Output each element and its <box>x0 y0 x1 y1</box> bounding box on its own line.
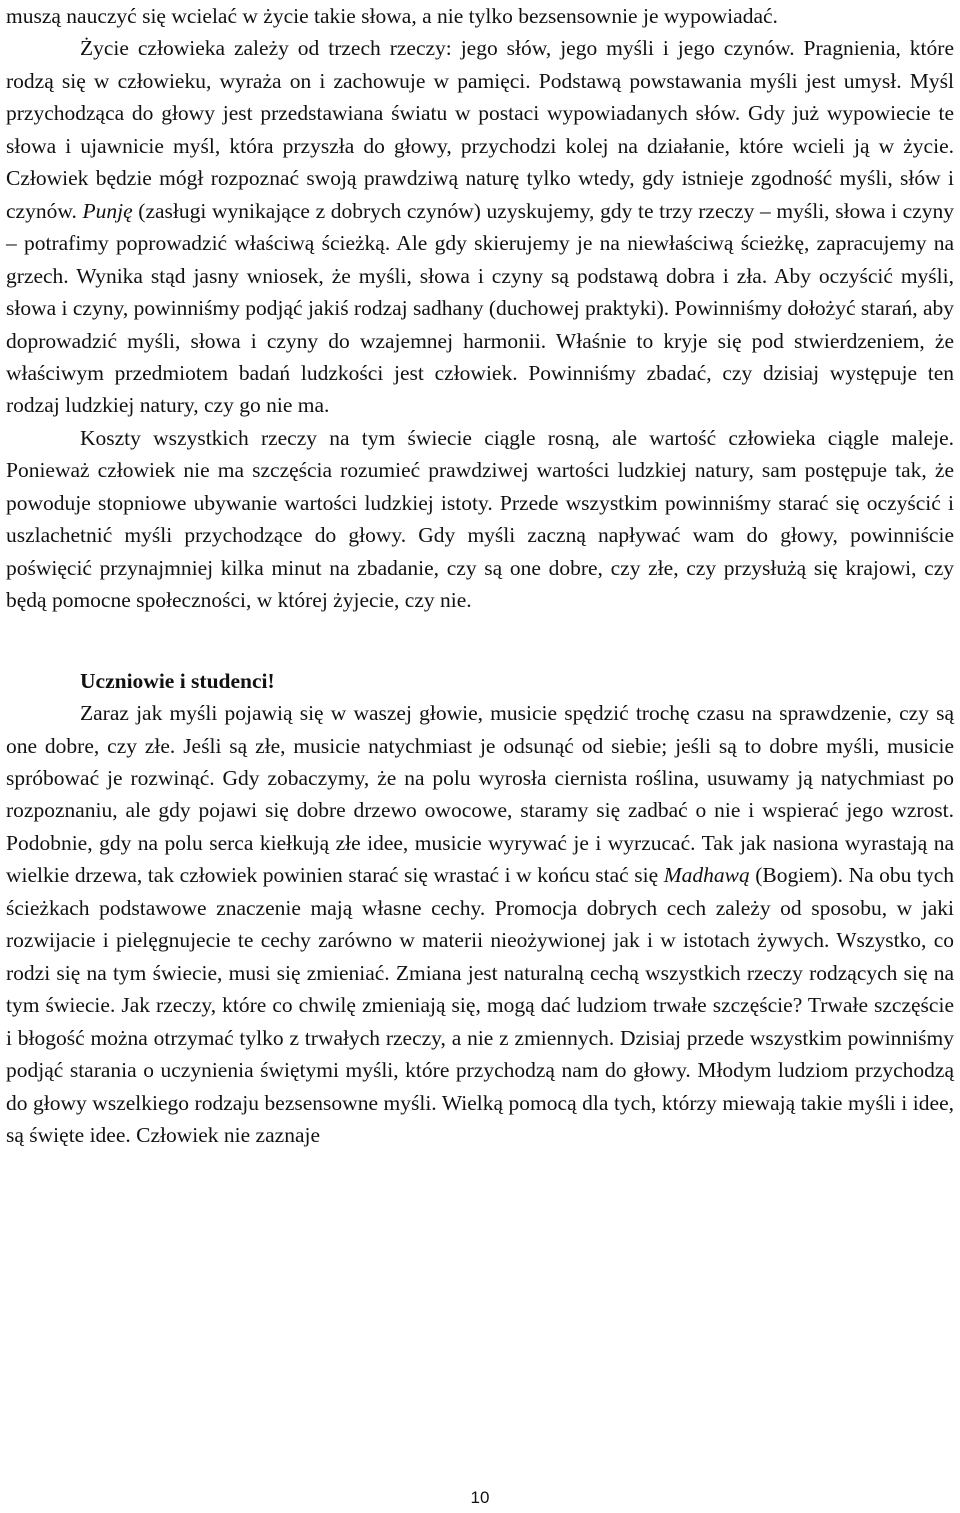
italic-term: Punję <box>82 198 133 223</box>
paragraph-students: Zaraz jak myśli pojawią się w waszej głowie, musicie spędzić trochę czasu na sprawdzenie, czy są one dobre, czy złe. Jeśli są złe, musicie natychmiast je odsunąć od siebie; jeśli są to dobre myśli, musicie spróbować je rozwinąć. Gdy zobaczymy, że na polu wyrosła ciernista roślina, usuwamy ją natychmiast po rozpoznaniu, ale gdy pojawi się dobre drzewo owocowe, staramy się zadbać o nie i wspierać jego wzrost. Podobnie, gdy na polu serca kiełkują złe idee, musicie wyrywać je i wyrzucać. Tak jak nasiona wyrastają na wielkie drzewa, tak człowiek powinien starać się wrastać i w końcu stać się Madhawą (Bogiem). Na obu tych ścieżkach podstawowe znaczenie mają własne cechy. Promocja dobrych cech zależy od sposobu, w jaki rozwijacie i pielęgnujecie te cechy zarówno w materii nieożywionej jak i w istotach żywych. Wszystko, co rodzi się na tym świecie, musi się zmieniać. Zmiana jest naturalną cechą wszystkich rzeczy rodzących się na tym świecie. Jak rzeczy, które co chwilę zmieniają się, mogą dać ludziom trwałe szczęście? Trwałe szczęście i błogość można otrzymać tylko z trwałych rzeczy, a nie z zmiennych. Dzisiaj przede wszystkim powinniśmy podjąć starania o uczynienia świętymi myśli, które przychodzą nam do głowy. Młodym ludziom przychodzą do głowy wszelkiego rodzaju bezsensowne myśli. Wielką pomocą dla tych, którzy miewają takie myśli i idee, są święte idee. Człowiek nie zaznaje <box>6 701 954 1147</box>
document-page <box>6 0 954 1151</box>
section-heading: Uczniowie i studenci! <box>80 668 275 693</box>
italic-term: Madhawą <box>663 863 750 888</box>
page-number: 10 <box>470 1488 490 1507</box>
paragraph-life-of-man: Życie człowieka zależy od trzech rzeczy: jego słów, jego myśli i jego czynów. Pragnienia, które rodzą się w człowieku, wyraża on i zachowuje w pamięci. Podstawą powstawania myśli jest umysł. Myśl przychodząca do głowy jest przedstawiana światu w postaci wypowiadanych słów. Gdy już wypowiecie te słowa i ujawnicie myśl, która przyszła do głowy, przychodzi kolej na działanie, które wcieli ją w życie. Człowiek będzie mógł rozpoznać swoją prawdziwą naturę tylko wtedy, gdy istnieje zgodność myśli, słów i czynów. Punję (zasługi wynikające z dobrych czynów) uzyskujemy, gdy te trzy rzeczy – myśli, słowa i czyny – potrafimy poprowadzić właściwą ścieżką. Ale gdy skierujemy je na niewłaściwą ścieżkę, zapracujemy na grzech. Wynika stąd jasny wniosek, że myśli, słowa i czyny są podstawą dobra i zła. Aby oczyścić myśli, słowa i czyny, powinniśmy podjąć jakiś rodzaj sadhany (duchowej praktyki). Powinniśmy dołożyć starań, aby doprowadzić myśli, słowa i czyny do wzajemnej harmonii. Właśnie to kryje się pod stwierdzeniem, że właściwym przedmiotem badań ludzkości jest człowiek. Powinniśmy zbadać, czy dzisiaj występuje ten rodzaj ludzkiej natury, czy go nie ma. <box>6 36 954 418</box>
paragraph-continuation: muszą nauczyć się wcielać w życie takie słowa, a nie tylko bezsensownie je wypowiadać. <box>6 4 778 28</box>
paragraph-value-of-man: Koszty wszystkich rzeczy na tym świecie ciągle rosną, ale wartość człowieka ciągle maleje. Ponieważ człowiek nie ma szczęścia rozumieć prawdziwej wartości ludzkiej natury, sam postępuje tak, że powoduje stopniowe ubywanie wartości ludzkiej istoty. Przede wszystkim powinniśmy starać się oczyścić i uszlachetnić myśli przychodzące do głowy. Gdy myśli zaczną napływać wam do głowy, powinniście poświęcić przynajmniej kilka minut na zbadanie, czy są one dobre, czy złe, czy przysłużą się krajowi, czy będą pomocne społeczności, w której żyjecie, czy nie. <box>6 425 954 613</box>
